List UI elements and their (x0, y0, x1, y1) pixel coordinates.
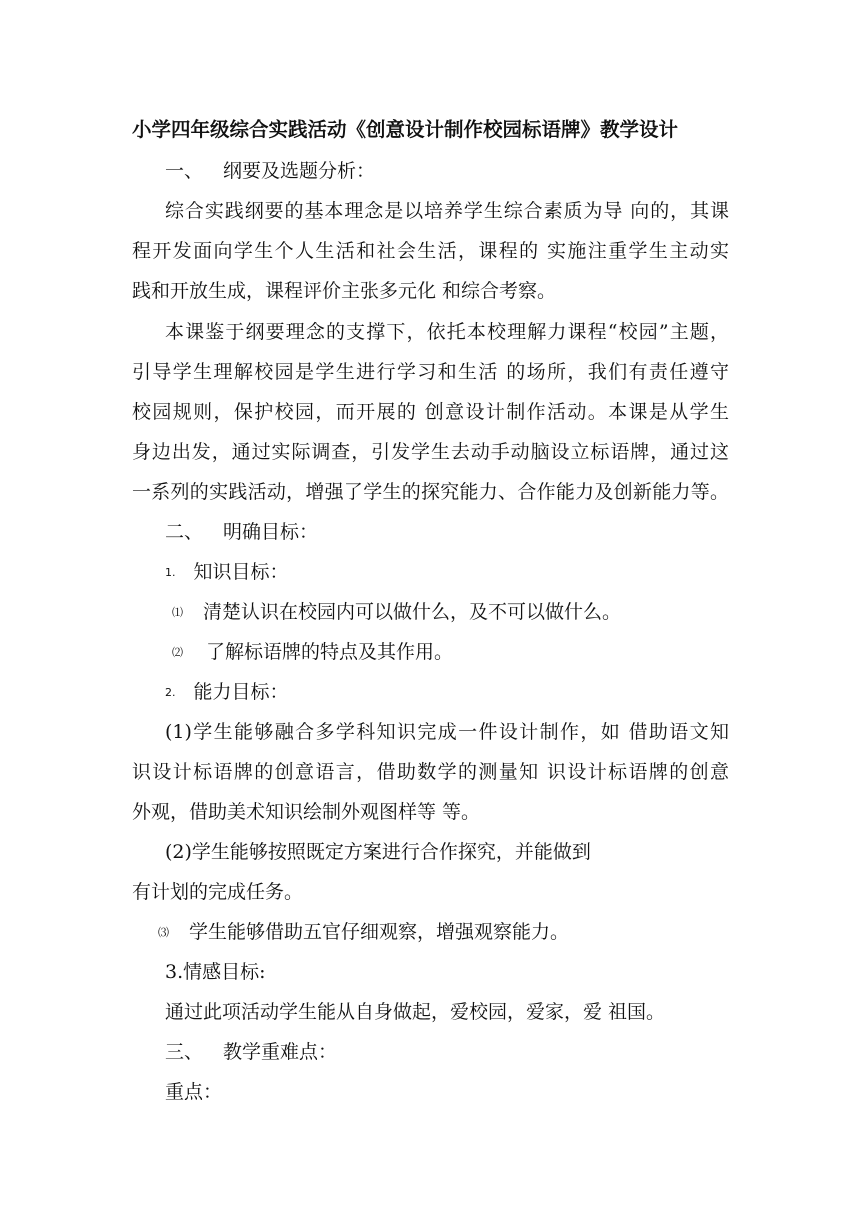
section-heading-3 (165, 1038, 337, 1066)
section-heading-1 (165, 157, 375, 185)
paragraph-3-line: 识设计标语牌的创意语言，借助数学的测量知 识设计标语牌的创意 (132, 761, 729, 783)
section-number: 二、 (165, 521, 204, 543)
paragraph-2-line: 一系列的实践活动，增强了学生的探究能力、合作能力及创新能力等。 (132, 481, 729, 503)
paragraph-4-line: (2)学生能够按照既定方案进行合作探究，并能做到 (165, 841, 591, 863)
list-item-knowledge-goal (165, 558, 289, 587)
section-title: 教学重难点： (223, 1041, 338, 1063)
list-title: 能力目标： (193, 681, 289, 703)
paragraph-3-line: (1)学生能够融合多学科知识完成一件设计制作，如 借助语文知 (165, 721, 729, 743)
section-number: 三、 (165, 1041, 204, 1063)
list-item-ability-goal (165, 678, 289, 707)
document-title: 小学四年级综合实践活动《创意设计制作校园标语牌》教学设计 (132, 118, 679, 141)
section-number: 一、 (165, 160, 204, 182)
section-title: 纲要及选题分析： (223, 160, 376, 182)
paragraph-1-line: 践和开放生成，课程评价主张多元化 和综合考察。 (132, 280, 557, 302)
list-title: 知识目标： (193, 561, 289, 583)
sub-list-text: 了解标语牌的特点及其作用。 (206, 641, 454, 663)
paragraph-4-line: 有计划的完成任务。 (132, 881, 304, 903)
paragraph-2-line: 校园规则，保护校园，而开展的 创意设计制作活动。本课是从学生 (132, 401, 729, 423)
key-point-label: 重点： (165, 1081, 223, 1103)
paragraph-2-line: 引导学生理解校园是学生进行学习和生活 的场所，我们有责任遵守 (132, 361, 729, 383)
list-number: 2. (165, 686, 176, 699)
sub-list-item (172, 638, 453, 667)
paragraph-3-line: 外观，借助美术知识绘制外观图样等 等。 (132, 801, 481, 823)
sub-list-number: ⑵ (172, 646, 183, 659)
list-number: 1. (165, 566, 176, 579)
paragraph-2-line: 本课鉴于纲要理念的支撑下，依托本校理解力课程“校园”主题， (165, 321, 729, 343)
paragraph-1-line: 程开发面向学生个人生活和社会生活，课程的 实施注重学生主动实 (132, 240, 729, 262)
section-heading-2 (165, 518, 318, 546)
sub-list-item (172, 598, 621, 627)
sub-list-item (158, 918, 569, 947)
sub-list-number: ⑶ (158, 926, 169, 939)
sub-list-text: 清楚认识在校园内可以做什么，及不可以做什么。 (203, 601, 622, 623)
sub-list-number: ⑴ (172, 606, 183, 619)
paragraph-2-line: 身边出发，通过实际调查，引发学生去动手动脑设立标语牌，通过这 (132, 441, 729, 463)
sub-list-text: 学生能够借助五官仔细观察，增强观察能力。 (189, 921, 570, 943)
paragraph-5-line: 通过此项活动学生能从自身做起，爱校园，爱家，爱 祖国。 (165, 1001, 666, 1023)
paragraph-1-line: 综合实践纲要的基本理念是以培养学生综合素质为导 向的，其课 (165, 200, 729, 222)
list-item-emotion-goal: 3.情感目标: (165, 961, 266, 983)
section-title: 明确目标： (223, 521, 319, 543)
